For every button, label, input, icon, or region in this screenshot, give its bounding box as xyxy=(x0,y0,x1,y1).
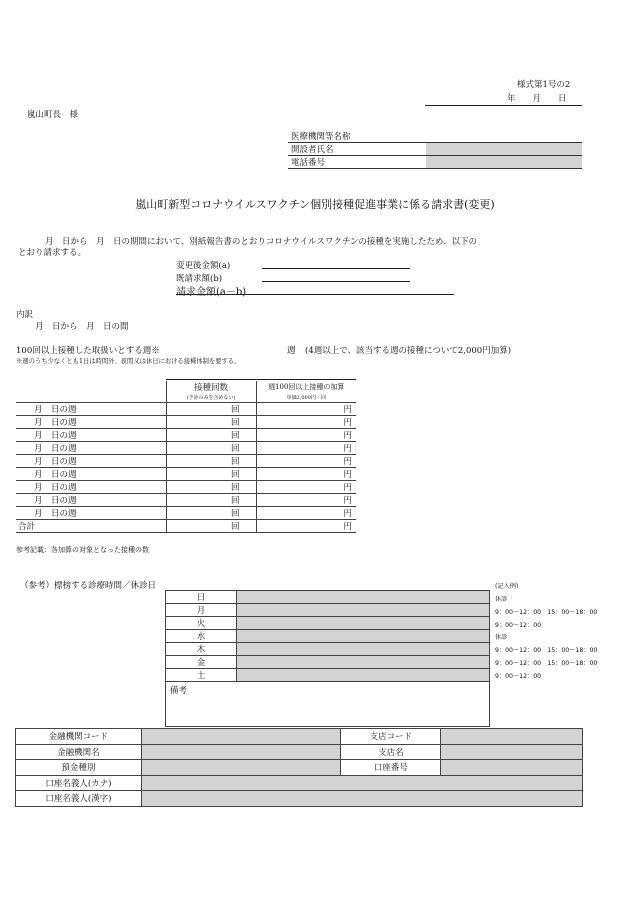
deposit-type-field[interactable] xyxy=(141,760,341,776)
branch-code-label: 支店コード xyxy=(341,729,441,745)
branch-name-field[interactable] xyxy=(441,744,583,760)
example-line-fri: 9：00～12：00 15：00～18：00 xyxy=(495,660,598,667)
hours-note-row xyxy=(166,682,490,727)
hours-row-wed: 水 xyxy=(166,630,490,643)
table-row: 月 日の週 回 円 xyxy=(16,480,356,493)
deposit-type-label: 預金種別 xyxy=(16,760,142,776)
table-row: 月 日の週 回 円 xyxy=(16,441,356,454)
example-line-sun: 休診 xyxy=(495,596,508,603)
weeks-requirement-note: ※週のうち少なくとも1日は時間外、夜間又は休日における接種体制を要する。 xyxy=(16,358,241,365)
page-title: 嵐山町新型コロナウイルスワクチン個別接種促進事業に係る請求書(変更) xyxy=(135,198,495,211)
weeks-unit: 週 xyxy=(287,346,296,356)
weekly-table xyxy=(16,381,356,533)
bank-code-label: 金融機関コード xyxy=(16,729,142,745)
hours-note[interactable]: 備考 xyxy=(166,682,490,727)
weeks-line-label: 100回以上接種した取扱いとする週※ xyxy=(16,346,160,356)
hours-row-thu: 木 xyxy=(166,643,490,656)
account-number-label: 口座番号 xyxy=(341,760,441,776)
hours-row-mon: 月 xyxy=(166,604,490,617)
col-add-header: 週100回以上接種の加算 xyxy=(256,381,356,393)
example-line-sat: 9：00～12：00 xyxy=(495,673,542,680)
branch-code-field[interactable] xyxy=(441,729,583,745)
table-row: 月 日の週 回 円 xyxy=(16,467,356,480)
provider-name-label: 医療機関等名称 xyxy=(288,130,426,143)
founder-name-label: 開設者氏名 xyxy=(288,143,426,156)
claim-amount-label: 請求金額(a－b) xyxy=(176,287,247,298)
example-line-mon: 9：00～12：00 15：00～18：00 xyxy=(495,609,598,616)
founder-name-field[interactable] xyxy=(426,143,582,156)
holder-kanji-field[interactable] xyxy=(141,791,582,807)
hours-row-sat: 土 xyxy=(166,669,490,682)
table-row: 月 日の週 回 円 xyxy=(16,506,356,519)
changed-amount-label: 変更後金額(a) xyxy=(176,261,231,271)
phone-field[interactable] xyxy=(426,156,582,169)
hours-table xyxy=(165,590,490,727)
table-row: 月 日の週 回 円 xyxy=(16,454,356,467)
table-row: 月 日の週 回 円 xyxy=(16,402,356,415)
bank-name-field[interactable] xyxy=(141,744,341,760)
date-field[interactable]: 年 月 日 xyxy=(507,94,567,104)
already-amount-label: 既請求額(b) xyxy=(176,274,223,284)
hours-row-sun: 日 xyxy=(166,591,490,604)
weekly-table-note: 参考記載：各加算の対象となった接種の数 xyxy=(16,546,149,554)
date-underline xyxy=(425,105,582,106)
total-row: 合計 回 円 xyxy=(16,519,356,532)
example-line-thu: 9：00～12：00 15：00～18：00 xyxy=(495,647,598,654)
body-line-2: とおり請求する。 xyxy=(18,248,87,258)
provider-name-field[interactable] xyxy=(426,130,582,143)
example-line-wed: 休診 xyxy=(495,634,508,641)
col-count-header: 接種回数 xyxy=(166,381,256,393)
claim-amount-field[interactable] xyxy=(176,294,454,295)
bank-table xyxy=(15,728,583,807)
body-line-1: 月 日から 月 日の期間において、別紙報告書のとおりコロナウイルスワクチンの接種を実施したため、以下の xyxy=(45,237,478,247)
weekly-table-top-border xyxy=(166,379,356,380)
bank-code-field[interactable] xyxy=(141,729,341,745)
table-row: 月 日の週 回 円 xyxy=(16,415,356,428)
already-amount-field[interactable] xyxy=(262,281,410,282)
hours-row-fri: 金 xyxy=(166,656,490,669)
holder-kana-label: 口座名義人(カナ) xyxy=(16,775,142,791)
form-number: 様式第1号の2 xyxy=(517,80,571,90)
hours-row-tue: 火 xyxy=(166,617,490,630)
example-line-tue: 9：00～12：00 xyxy=(495,622,542,629)
table-row: 月 日の週 回 円 xyxy=(16,493,356,506)
breakdown-period: 月 日から 月 日の間 xyxy=(35,322,129,332)
changed-amount-field[interactable] xyxy=(262,268,410,269)
col-add-subheader: 単価2,000円／回 xyxy=(256,393,356,402)
addressee: 嵐山町長 様 xyxy=(27,110,79,120)
phone-label: 電話番号 xyxy=(288,156,426,169)
weeks-line-note: (4週以上で、該当する週の接種について2,000円加算) xyxy=(305,346,512,356)
holder-kanji-label: 口座名義人(漢字) xyxy=(16,791,142,807)
holder-kana-field[interactable] xyxy=(141,775,582,791)
account-number-field[interactable] xyxy=(441,760,583,776)
provider-info-table xyxy=(288,130,582,169)
bank-name-label: 金融機関名 xyxy=(16,744,142,760)
table-row: 月 日の週 回 円 xyxy=(16,428,356,441)
breakdown-label: 内訳 xyxy=(16,310,34,320)
branch-name-label: 支店名 xyxy=(341,744,441,760)
col-count-subheader: (予診のみを含めない) xyxy=(166,393,256,402)
hours-title: （参考）標榜する診療時間／休診日 xyxy=(20,581,157,591)
example-title: (記入例) xyxy=(495,583,519,590)
